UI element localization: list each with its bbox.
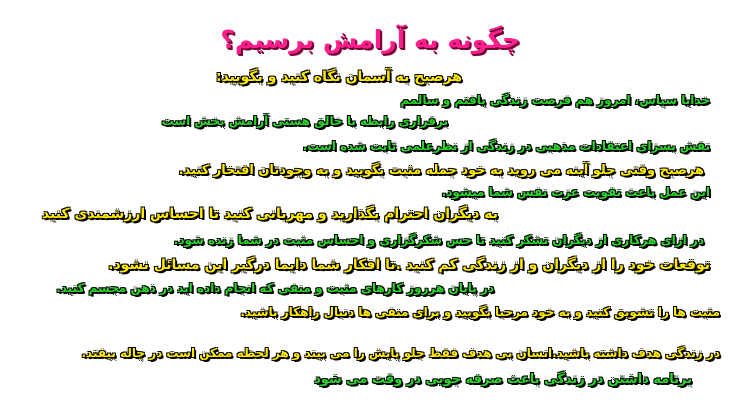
text-line: مثبت ها را تشویق کنید و به خود مرحبا بگویید و برای منفی ها دنبال راهکار باشید. bbox=[240, 305, 720, 319]
text-line: خدایا سپاس، امروز هم فرصت زندگی یافتم و سالمم bbox=[400, 93, 710, 107]
text-line: نقش بسزای اعتقادات مذهبی در زندگی از نظرعلمی ثابت شده است. bbox=[302, 139, 710, 153]
text-line: هرصبح به آسمان نگاه کنید و بگویید: bbox=[215, 69, 462, 85]
text-line: برقراری رابطه با خالق هستی آرامش بخش است bbox=[161, 114, 448, 128]
text-line: این عمل باعث تقویت عزت نفس شما میشود. bbox=[441, 185, 710, 199]
text-line: به دیگران احترام بگذارید و مهربانی کنید تا احساس ارزشمندی کنید bbox=[41, 206, 498, 222]
text-line: در پایان هرروز کارهای مثبت و منفی که انجام داده اید در ذهن مجسم کنید. bbox=[56, 281, 494, 295]
text-line: در زندگی هدف داشته باشید.انسان بی هدف فقط جلو پایش را می بیند و هر لحظه ممکن است در چاله بیفتد. bbox=[81, 346, 720, 360]
page-title: چگونه به آرامش برسیم؟ bbox=[220, 25, 520, 54]
text-line: هرصبح وقتی جلو آینه می روید به خود جمله مثبت بگویید و به وجودتان افتخار کنید. bbox=[178, 163, 704, 178]
text-line: در ازای هرکاری از دیگران تشکر کنید تا حس شکرگزاری و احساس مثبت در شما زنده شود. bbox=[173, 233, 704, 247]
text-line: برنامه داشتن در زندگی باعث صرفه جویی در وقت می شود bbox=[314, 372, 692, 387]
text-line: توقعات خود را از دیگران و از زندگی کم کنید .تا افکار شما دایما درگیر این مسائل نشود. bbox=[108, 257, 710, 273]
